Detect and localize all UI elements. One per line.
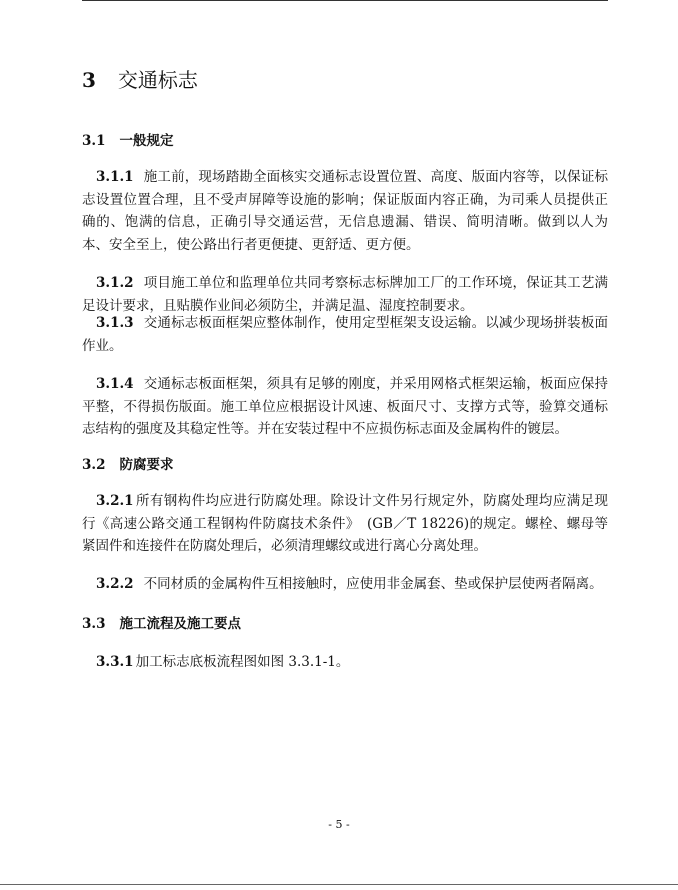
paragraph-3-2-1 (82, 490, 608, 558)
paragraph-3-2-2 (82, 573, 608, 596)
paragraph-number: 3.2.1 (96, 493, 134, 509)
page-number: - 5 - (328, 818, 350, 831)
paragraph-number: 3.1.4 (96, 376, 134, 392)
paragraph-text: 交通标志板面框架，须具有足够的刚度，并采用网格式框架运输，板面应保持平整，不得损伤版面。施工单位应根据设计风速、板面尺寸、支撑方式等，验算交通标志结构的强度及其稳定性等。并在安装过程中不应损伤标志面及金属构件的镀层。 (82, 376, 608, 438)
paragraph-text: 项目施工单位和监理单位共同考察标志标牌加工厂的工作环境，保证其工艺满足设计要求，且贴膜作业间必须防尘，并满足温、湿度控制要求。 (82, 275, 608, 314)
section-heading-3-2 (82, 455, 174, 475)
paragraph-3-1-1 (82, 166, 608, 256)
section-heading-3-3 (82, 614, 241, 634)
header-rule (82, 0, 608, 1)
section-number: 3.1 (82, 133, 106, 149)
footer-rule (0, 884, 678, 885)
section-heading-3-1 (82, 131, 174, 151)
section-title: 施工流程及施工要点 (119, 616, 241, 632)
section-number: 3.3 (82, 616, 106, 632)
paragraph-3-3-1 (82, 651, 608, 674)
paragraph-number: 3.1.2 (96, 275, 134, 291)
paragraph-3-1-3 (82, 312, 608, 357)
paragraph-number: 3.3.1 (96, 654, 134, 670)
section-number: 3.2 (82, 457, 106, 473)
paragraph-text: 加工标志底板流程图如图 3.3.1-1。 (135, 654, 350, 670)
paragraph-text: 所有钢构件均应进行防腐处理。除设计文件另行规定外，防腐处理均应满足现行《高速公路交通工程钢构件防腐技术条件》 (GB／T 18226)的规定。螺栓、螺母等紧固件和连接件在防腐处理后，必须清理螺纹或进行离心分离处理。 (82, 493, 608, 555)
paragraph-text: 交通标志板面框架应整体制作，使用定型框架支设运输。以减少现场拼装板面作业。 (82, 315, 608, 354)
paragraph-number: 3.1.3 (96, 315, 134, 331)
section-title: 一般规定 (119, 133, 174, 149)
paragraph-text: 不同材质的金属构件互相接触时，应使用非金属套、垫或保护层使两者隔离。 (143, 576, 603, 592)
section-title: 防腐要求 (119, 457, 174, 473)
paragraph-3-1-2 (82, 272, 608, 317)
paragraph-text: 施工前，现场踏勘全面核实交通标志设置位置、高度、版面内容等，以保证标志设置位置合理，且不受声屏障等设施的影响；保证版面内容正确，为司乘人员提供正确的、饱满的信息，正确引导交通运营，无信息遗漏、错误、简明清晰。做到以人为本、安全至上，使公路出行者更便捷、更舒适、更方便。 (82, 169, 608, 253)
paragraph-3-1-4 (82, 373, 608, 441)
chapter-title-text: 交通标志 (117, 68, 198, 92)
paragraph-number: 3.1.1 (96, 169, 134, 185)
paragraph-number: 3.2.2 (96, 576, 134, 592)
chapter-title (82, 66, 198, 94)
chapter-number: 3 (82, 68, 96, 92)
